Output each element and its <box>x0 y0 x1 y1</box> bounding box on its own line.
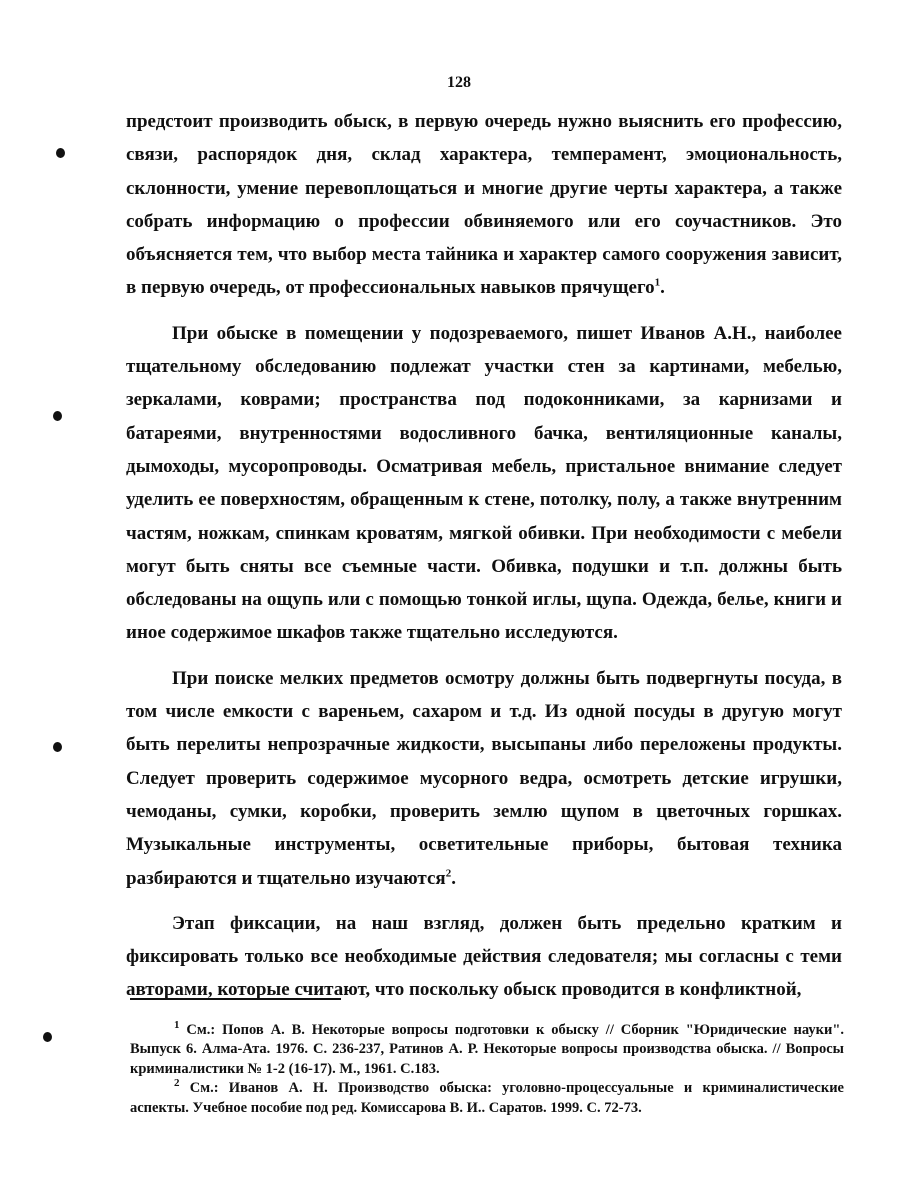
paragraph-1 <box>126 105 842 305</box>
footnote-1-marker: 1 <box>174 1019 180 1032</box>
footnote-ref-2[interactable]: 2 <box>445 867 452 880</box>
paragraph-3-text: При поиске мелких предметов осмотру должны быть подвергнуты посуда, в том числе емкости с вареньем, сахаром и т.д. Из одной посуды в другую могут быть перелиты непрозрачные жидкости, высыпаны либо переложены продукты. Следует проверить содержимое мусорного ведра, осмотреть детские игрушки, чемоданы, сумки, коробки, проверить землю щупом в цветочных горшках. Музыкальные инструменты, осветительные приборы, бытовая техника разбираются и тщательно изучаются <box>126 667 842 889</box>
paragraph-1-end: . <box>660 277 665 299</box>
footnote-1-text: См.: Попов А. В. Некоторые вопросы подготовки к обыску // Сборник "Юридические науки". Выпуск 6. Алма-Ата. 1976. С. 236-237, Ратинов А. Р. Некоторые вопросы производства обыска. // Вопросы криминалистики № 1-2 (16-17). М., 1961. С.183. <box>130 1022 844 1077</box>
punch-hole-mark <box>53 742 62 752</box>
footnotes <box>130 1021 844 1118</box>
footnote-separator <box>130 998 341 1000</box>
punch-hole-mark <box>43 1032 52 1042</box>
footnote-ref-1[interactable]: 1 <box>654 277 661 290</box>
footnote-1 <box>130 1021 844 1079</box>
paragraph-1-text: предстоит производить обыск, в первую очередь нужно выяснить его профессию, связи, распорядок дня, склад характера, темперамент, эмоциональность, склонности, умение перевоплощаться и многие другие черты характера, а также собрать информацию о профессии обвиняемого или его соучастников. Это объясняется тем, что выбор места тайника и характер самого сооружения зависит, в первую очередь, от профессиональных навыков прячущего <box>126 111 842 299</box>
page-number: 128 <box>447 74 471 91</box>
paragraph-3-end: . <box>451 867 456 889</box>
paragraph-4: Этап фиксации, на наш взгляд, должен быть предельно кратким и фиксировать только все необходимые действия следователя; мы согласны с теми авторами, которые считают, что поскольку обыск проводится в конфликтной, <box>126 912 842 1001</box>
punch-hole-mark <box>53 411 62 421</box>
punch-hole-mark <box>56 148 65 158</box>
paragraph-3 <box>126 662 842 895</box>
footnote-2-marker: 2 <box>174 1077 180 1090</box>
footnote-2 <box>130 1079 844 1118</box>
paragraph-2: При обыске в помещении у подозреваемого, пишет Иванов А.Н., наиболее тщательному обследованию подлежат участки стен за картинами, мебелью, зеркалами, коврами; пространства под подоконниками, за карнизами и батареями, внутренностями водосливного бачка, вентиляционные каналы, дымоходы, мусоропроводы. Осматривая мебель, пристальное внимание следует уделить ее поверхностям, обращенным к стене, потолку, полу, а также внутренним частям, ножкам, спинкам кроватям, мягкой обивки. При необходимости с мебели могут быть сняты все съемные части. Обивка, подушки и т.п. должны быть обследованы на ощупь или с помощью тонкой иглы, щупа. Одежда, белье, книги и иное содержимое шкафов также тщательно исследуются. <box>126 322 842 644</box>
body-text <box>126 105 842 1007</box>
footnote-2-text: См.: Иванов А. Н. Производство обыска: уголовно-процессуальные и криминалистические аспекты. Учебное пособие под ред. Комиссарова В. И.. Саратов. 1999. С. 72-73. <box>130 1080 844 1116</box>
